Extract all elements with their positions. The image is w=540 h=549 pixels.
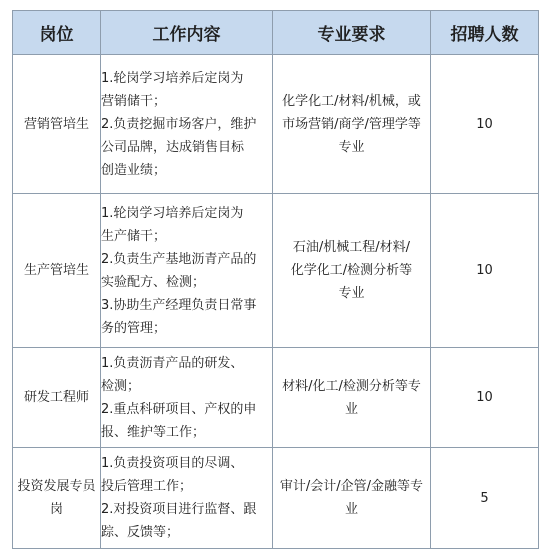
position-line: 岗 (49, 502, 63, 517)
requirement-cell (273, 55, 431, 194)
work-line: 检测； (101, 378, 141, 394)
work-line: 报、维护等工作； (101, 424, 206, 440)
table-row (13, 448, 539, 549)
position-line: 投资发展专员 (17, 479, 96, 494)
header-work: 工作内容 (101, 11, 273, 55)
header-requirement: 专业要求 (273, 11, 431, 55)
requirement-line: 材料/化工/检测分析等专 (282, 378, 421, 394)
count-cell: 5 (431, 448, 539, 549)
work-line: 营销储干； (101, 93, 167, 109)
count-cell: 10 (431, 348, 539, 448)
work-cell (101, 194, 273, 348)
requirement-line: 业 (344, 401, 358, 417)
table-row (13, 194, 539, 348)
table-row (13, 55, 539, 194)
count-cell: 10 (431, 55, 539, 194)
work-cell (101, 55, 273, 194)
work-line: 1.负责投资项目的尽调、 (101, 456, 244, 471)
work-line: 2.重点科研项目、产权的申 (101, 401, 257, 417)
requirement-line: 专业 (338, 286, 365, 301)
work-line: 2.对投资项目进行监督、跟 (101, 502, 257, 517)
requirement-cell (273, 194, 431, 348)
header-count: 招聘人数 (431, 11, 539, 55)
work-line: 创造业绩； (101, 162, 167, 178)
requirement-line: 市场营销/商学/管理学等 (282, 116, 421, 132)
requirement-cell (273, 348, 431, 448)
requirement-line: 业 (344, 502, 358, 517)
requirement-line: 专业 (338, 139, 365, 155)
requirement-line: 石油/机械工程/材料/ (292, 240, 411, 255)
work-line: 务的管理； (101, 320, 167, 336)
work-line: 踪、反馈等； (101, 525, 180, 540)
work-line: 2.负责生产基地沥青产品的 (101, 251, 257, 267)
header-position: 岗位 (13, 11, 101, 55)
work-line: 1.轮岗学习培养后定岗为 (101, 205, 244, 221)
work-line: 1.负责沥青产品的研发、 (101, 355, 244, 371)
requirement-line: 化学化工/材料/机械，或 (282, 93, 421, 109)
work-line: 实验配方、检测； (101, 274, 206, 290)
work-line: 3.协助生产经理负责日常事 (101, 297, 257, 313)
position-cell: 营销管培生 (13, 55, 101, 194)
position-cell: 生产管培生 (13, 194, 101, 348)
position-cell (13, 448, 101, 549)
work-line: 生产储干； (101, 228, 167, 244)
table-row (13, 348, 539, 448)
work-line: 公司品牌，达成销售目标 (101, 139, 245, 155)
work-line: 2.负责挖掘市场客户，维护 (101, 116, 257, 132)
requirement-line: 化学化工/检测分析等 (290, 263, 413, 278)
work-line: 1.轮岗学习培养后定岗为 (101, 70, 244, 86)
recruitment-table (12, 10, 539, 549)
work-line: 投后管理工作； (101, 479, 193, 494)
work-cell (101, 448, 273, 549)
work-cell (101, 348, 273, 448)
requirement-line: 审计/会计/企管/金融等专 (279, 479, 424, 494)
header-row (13, 11, 539, 55)
count-cell: 10 (431, 194, 539, 348)
position-cell: 研发工程师 (13, 348, 101, 448)
requirement-cell (273, 448, 431, 549)
